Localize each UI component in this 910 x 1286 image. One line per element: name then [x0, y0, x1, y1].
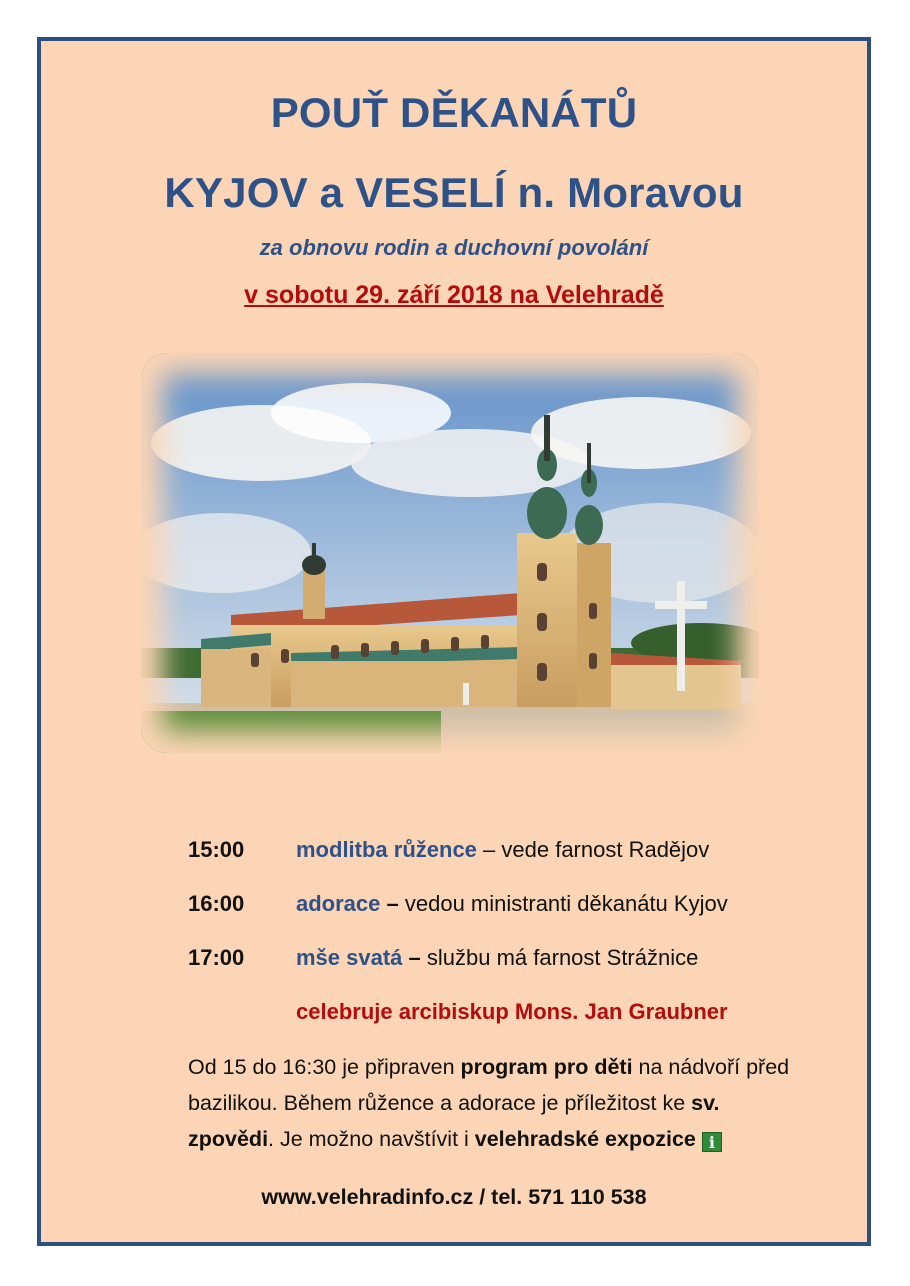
schedule-detail: vede farnost Radějov	[501, 837, 710, 862]
schedule-time: 15:00	[188, 837, 245, 862]
info-text: Od 15 do 16:30 je připraven	[188, 1055, 461, 1079]
schedule-dash: –	[380, 891, 405, 916]
schedule-detail: vedou ministranti děkanátu Kyjov	[404, 891, 728, 916]
info-paragraph	[188, 1049, 808, 1157]
info-text: . Je možno navštívit i	[268, 1127, 475, 1151]
title-line-1: POUŤ DĚKANÁTŮ	[270, 89, 638, 136]
celebrant: celebruje arcibiskup Mons. Jan Graubner	[296, 999, 728, 1024]
info-bold-expositions: velehradské expozice	[474, 1127, 696, 1151]
information-icon: i	[702, 1132, 722, 1152]
info-text: na nádvoří před bazilikou. Během růžence a adorace je příležitost ke	[188, 1055, 790, 1115]
info-bold-confession: sv. zpovědi	[188, 1091, 720, 1151]
schedule-time: 17:00	[188, 945, 245, 970]
title-line-2: KYJOV a VESELÍ n. Moravou	[164, 169, 744, 216]
basilica-photo	[141, 353, 759, 753]
schedule-activity: modlitba růžence	[296, 837, 477, 862]
subtitle: za obnovu rodin a duchovní povolání	[259, 235, 649, 260]
schedule-activity: adorace	[296, 891, 381, 916]
schedule-activity: mše svatá	[296, 945, 403, 970]
schedule-detail: službu má farnost Strážnice	[426, 945, 699, 970]
schedule-time: 16:00	[188, 891, 245, 916]
basilica-illustration	[141, 353, 759, 753]
schedule-dash: –	[402, 945, 427, 970]
info-bold-kids-program: program pro děti	[460, 1055, 633, 1079]
date-line: v sobotu 29. září 2018 na Velehradě	[244, 281, 664, 309]
poster	[37, 37, 871, 1246]
contact-line: www.velehradinfo.cz / tel. 571 110 538	[261, 1185, 647, 1209]
schedule-dash: –	[476, 837, 502, 862]
